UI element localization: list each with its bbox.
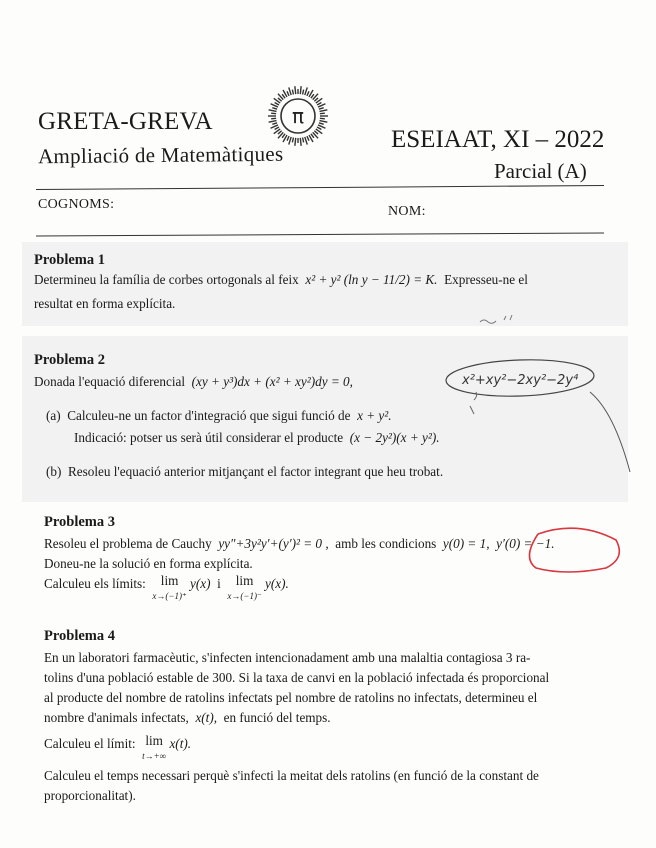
problem4-line2: tolins d'una població estable de 300. Si la taxa de canvi en la població infectada és proporcional [44, 670, 550, 685]
problem2-part-b: (b) Resoleu l'equació anterior mitjançant el factor integrant que heu trobat. [46, 464, 444, 479]
problem4-line1: En un laboratori farmacèutic, s'infecten intencionadament amb una malaltia contagiosa 3 ra- [44, 650, 531, 665]
handwritten-note: x²+xy²−2xy²−2y⁴ [462, 373, 579, 388]
problem4-line5: Calculeu el límit: lim t→+∞ x(t). [44, 733, 192, 761]
problem3-title: Problema 3 [44, 514, 116, 530]
pi-logo-icon [262, 80, 334, 152]
logo-symbol: π [291, 104, 305, 128]
problem3-line3: Calculeu els límits: lim x→(−1)⁺ y(x) i lim x→(−1)⁻ y(x). [44, 573, 289, 601]
problem1-equation: x² + y² (ln y − 11/2) = K. [305, 272, 438, 287]
problem2-hint: Indicació: potser us serà útil considerar el producte (x − 2y²)(x + y²). [74, 430, 440, 445]
problem4-line7: proporcionalitat). [44, 788, 136, 803]
handwritten-annotation [440, 356, 640, 476]
problem3-equation: yy″+3y²y′+(y′)² = 0 , [218, 536, 329, 551]
exam-type: Parcial (A) [494, 159, 587, 183]
problem1-line1: Determineu la família de corbes ortogonals al feix x² + y² (ln y − 11/2) = K. Expresseu-ne el [34, 272, 528, 287]
problem1-line2: resultat en forma explícita. [34, 296, 176, 311]
name-divider [36, 233, 604, 237]
problem2-equation: (xy + y³)dx + (x² + xy²)dy = 0, [191, 374, 353, 389]
course-group-title: GRETA-GREVA [38, 108, 213, 135]
problem3-line1: Resoleu el problema de Cauchy yy″+3y²y′+(y′)² = 0 , amb les condicions y(0) = 1, y′(0) = −1. [44, 536, 555, 551]
problem2-part-a: (a) Calculeu-ne un factor d'integració que sigui funció de x + y². [46, 408, 392, 423]
red-circle-annotation [526, 524, 626, 576]
pencil-mark [478, 312, 528, 326]
course-name: Ampliació de Matemàtiques [37, 141, 284, 169]
problem4-line6: Calculeu el temps necessari perquè s'infecti la meitat dels ratolins (en funció de la constant de [44, 768, 539, 783]
problem1-title: Problema 1 [34, 252, 106, 268]
problem4-title: Problema 4 [44, 628, 116, 644]
problem2-title: Problema 2 [34, 352, 106, 368]
institution-date: ESEIAAT, XI – 2022 [391, 126, 605, 153]
problem4-line3: al producte del nombre de ratolins infectats pel nombre de ratolins no infectats, determineu el [44, 690, 538, 705]
header-divider [36, 185, 604, 190]
problem2-intro: Donada l'equació diferencial (xy + y³)dx + (x² + xy²)dy = 0, [34, 374, 353, 389]
problem3-line2: Doneu-ne la solució en forma explícita. [44, 556, 253, 571]
surname-label: COGNOMS: [38, 197, 115, 212]
problem4-line4: nombre d'animals infectats, x(t), en funció del temps. [44, 710, 331, 725]
name-label: NOM: [388, 204, 426, 219]
